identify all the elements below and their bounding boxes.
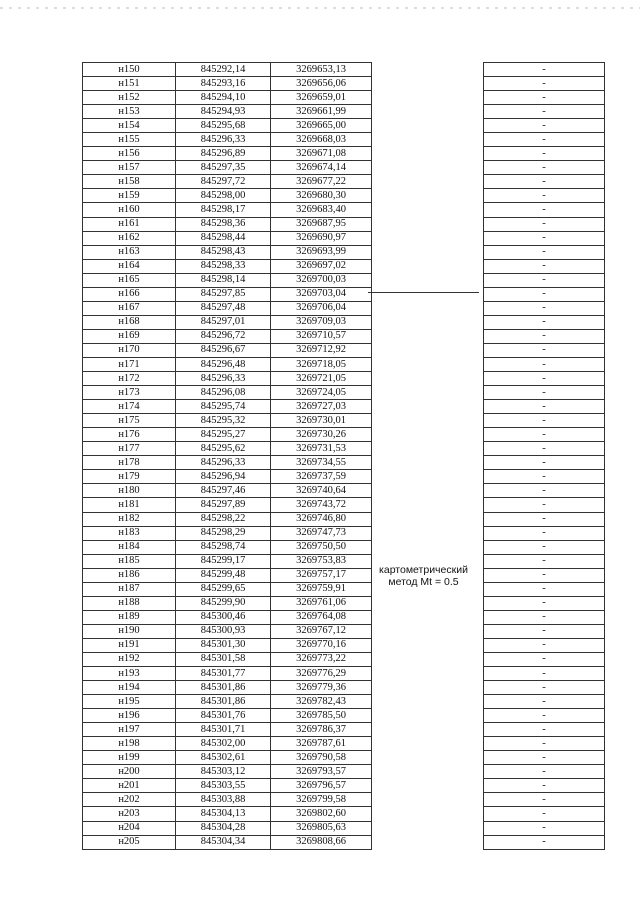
y-coordinate-cell: 3269802,60 (271, 807, 372, 821)
y-coordinate-cell: 3269665,00 (271, 119, 372, 133)
table-row (83, 709, 605, 723)
x-coordinate-cell: 845297,89 (176, 498, 271, 512)
mark-cell: - (484, 217, 605, 231)
point-id-cell: н153 (83, 105, 176, 119)
x-coordinate-cell: 845295,68 (176, 119, 271, 133)
table-row (83, 372, 605, 386)
mark-cell: - (484, 400, 605, 414)
x-coordinate-cell: 845299,90 (176, 596, 271, 610)
table-row (83, 315, 605, 329)
table-row (83, 147, 605, 161)
mark-cell: - (484, 203, 605, 217)
mark-cell: - (484, 273, 605, 287)
point-id-cell: н195 (83, 695, 176, 709)
table-row (83, 442, 605, 456)
point-id-cell: н157 (83, 161, 176, 175)
mark-cell: - (484, 526, 605, 540)
mark-cell: - (484, 582, 605, 596)
y-coordinate-cell: 3269683,40 (271, 203, 372, 217)
mark-cell: - (484, 793, 605, 807)
mark-cell: - (484, 343, 605, 357)
x-coordinate-cell: 845299,17 (176, 554, 271, 568)
table-row (83, 751, 605, 765)
table-row (83, 357, 605, 371)
point-id-cell: н198 (83, 737, 176, 751)
point-id-cell: н173 (83, 386, 176, 400)
point-id-cell: н185 (83, 554, 176, 568)
x-coordinate-cell: 845300,93 (176, 624, 271, 638)
x-coordinate-cell: 845294,93 (176, 105, 271, 119)
mark-cell: - (484, 779, 605, 793)
mark-cell: - (484, 568, 605, 582)
mark-cell: - (484, 91, 605, 105)
mark-cell: - (484, 119, 605, 133)
table-row (83, 343, 605, 357)
mark-cell: - (484, 161, 605, 175)
point-id-cell: н168 (83, 315, 176, 329)
coordinates-table (82, 62, 605, 850)
y-coordinate-cell: 3269782,43 (271, 695, 372, 709)
table-row (83, 161, 605, 175)
y-coordinate-cell: 3269808,66 (271, 835, 372, 849)
x-coordinate-cell: 845293,16 (176, 77, 271, 91)
point-id-cell: н184 (83, 540, 176, 554)
x-coordinate-cell: 845296,67 (176, 343, 271, 357)
y-coordinate-cell: 3269677,22 (271, 175, 372, 189)
table-row (83, 456, 605, 470)
y-coordinate-cell: 3269740,64 (271, 484, 372, 498)
y-coordinate-cell: 3269785,50 (271, 709, 372, 723)
mark-cell: - (484, 301, 605, 315)
table-row (83, 105, 605, 119)
y-coordinate-cell: 3269653,13 (271, 63, 372, 77)
table-row (83, 301, 605, 315)
table-row (83, 652, 605, 666)
mark-cell: - (484, 133, 605, 147)
mark-cell: - (484, 667, 605, 681)
y-coordinate-cell: 3269697,02 (271, 259, 372, 273)
point-id-cell: н181 (83, 498, 176, 512)
mark-cell: - (484, 231, 605, 245)
point-id-cell: н155 (83, 133, 176, 147)
table-row (83, 667, 605, 681)
table-row (83, 793, 605, 807)
table-row (83, 624, 605, 638)
mark-cell: - (484, 329, 605, 343)
y-coordinate-cell: 3269790,58 (271, 751, 372, 765)
mark-cell: - (484, 652, 605, 666)
table-row (83, 273, 605, 287)
y-coordinate-cell: 3269786,37 (271, 723, 372, 737)
point-id-cell: н162 (83, 231, 176, 245)
y-coordinate-cell: 3269730,01 (271, 414, 372, 428)
x-coordinate-cell: 845294,10 (176, 91, 271, 105)
point-id-cell: н159 (83, 189, 176, 203)
x-coordinate-cell: 845302,61 (176, 751, 271, 765)
mark-cell: - (484, 484, 605, 498)
y-coordinate-cell: 3269799,58 (271, 793, 372, 807)
table-row (83, 723, 605, 737)
point-id-cell: н203 (83, 807, 176, 821)
coordinates-table-container (82, 62, 601, 850)
x-coordinate-cell: 845304,34 (176, 835, 271, 849)
point-id-cell: н189 (83, 610, 176, 624)
y-coordinate-cell: 3269693,99 (271, 245, 372, 259)
mark-cell: - (484, 751, 605, 765)
point-id-cell: н170 (83, 343, 176, 357)
x-coordinate-cell: 845297,01 (176, 315, 271, 329)
x-coordinate-cell: 845297,35 (176, 161, 271, 175)
mark-cell: - (484, 175, 605, 189)
y-coordinate-cell: 3269761,06 (271, 596, 372, 610)
point-id-cell: н197 (83, 723, 176, 737)
point-id-cell: н165 (83, 273, 176, 287)
mark-cell: - (484, 442, 605, 456)
point-id-cell: н183 (83, 526, 176, 540)
mark-cell: - (484, 105, 605, 119)
y-coordinate-cell: 3269712,92 (271, 343, 372, 357)
x-coordinate-cell: 845298,43 (176, 245, 271, 259)
mark-cell: - (484, 428, 605, 442)
table-row (83, 231, 605, 245)
table-row (83, 386, 605, 400)
y-coordinate-cell: 3269753,83 (271, 554, 372, 568)
y-coordinate-cell: 3269764,08 (271, 610, 372, 624)
mark-cell: - (484, 147, 605, 161)
point-id-cell: н205 (83, 835, 176, 849)
table-row (83, 470, 605, 484)
point-id-cell: н177 (83, 442, 176, 456)
point-id-cell: н190 (83, 624, 176, 638)
mark-cell: - (484, 357, 605, 371)
x-coordinate-cell: 845297,85 (176, 287, 271, 301)
mark-cell: - (484, 807, 605, 821)
x-coordinate-cell: 845296,72 (176, 329, 271, 343)
y-coordinate-cell: 3269659,01 (271, 91, 372, 105)
x-coordinate-cell: 845297,46 (176, 484, 271, 498)
x-coordinate-cell: 845301,76 (176, 709, 271, 723)
point-id-cell: н179 (83, 470, 176, 484)
table-row (83, 400, 605, 414)
mark-cell: - (484, 259, 605, 273)
mark-cell: - (484, 540, 605, 554)
x-coordinate-cell: 845298,33 (176, 259, 271, 273)
table-row (83, 568, 605, 582)
x-coordinate-cell: 845301,86 (176, 695, 271, 709)
point-id-cell: н160 (83, 203, 176, 217)
mark-cell: - (484, 470, 605, 484)
table-row (83, 245, 605, 259)
point-id-cell: н192 (83, 652, 176, 666)
mark-cell: - (484, 765, 605, 779)
mark-cell: - (484, 737, 605, 751)
y-coordinate-cell: 3269750,50 (271, 540, 372, 554)
x-coordinate-cell: 845296,33 (176, 456, 271, 470)
y-coordinate-cell: 3269779,36 (271, 681, 372, 695)
y-coordinate-cell: 3269737,59 (271, 470, 372, 484)
mark-cell: - (484, 287, 605, 301)
table-row (83, 484, 605, 498)
mark-cell: - (484, 554, 605, 568)
y-coordinate-cell: 3269671,08 (271, 147, 372, 161)
x-coordinate-cell: 845301,77 (176, 667, 271, 681)
table-row (83, 582, 605, 596)
point-id-cell: н171 (83, 357, 176, 371)
point-id-cell: н169 (83, 329, 176, 343)
x-coordinate-cell: 845304,13 (176, 807, 271, 821)
mark-cell: - (484, 386, 605, 400)
mark-cell: - (484, 372, 605, 386)
point-id-cell: н194 (83, 681, 176, 695)
table-row (83, 765, 605, 779)
point-id-cell: н180 (83, 484, 176, 498)
y-coordinate-cell: 3269668,03 (271, 133, 372, 147)
point-id-cell: н204 (83, 821, 176, 835)
point-id-cell: н163 (83, 245, 176, 259)
y-coordinate-cell: 3269767,12 (271, 624, 372, 638)
x-coordinate-cell: 845300,46 (176, 610, 271, 624)
x-coordinate-cell: 845299,48 (176, 568, 271, 582)
method-note-line1: картометрический (379, 564, 468, 576)
x-coordinate-cell: 845298,44 (176, 231, 271, 245)
table-row (83, 428, 605, 442)
table-row (83, 610, 605, 624)
mark-cell: - (484, 835, 605, 849)
y-coordinate-cell: 3269690,97 (271, 231, 372, 245)
table-row (83, 835, 605, 849)
table-row (83, 807, 605, 821)
point-id-cell: н158 (83, 175, 176, 189)
mark-cell: - (484, 596, 605, 610)
point-id-cell: н151 (83, 77, 176, 91)
y-coordinate-cell: 3269734,55 (271, 456, 372, 470)
x-coordinate-cell: 845296,33 (176, 133, 271, 147)
table-row (83, 259, 605, 273)
table-row (83, 821, 605, 835)
y-coordinate-cell: 3269718,05 (271, 357, 372, 371)
table-row (83, 540, 605, 554)
y-coordinate-cell: 3269776,29 (271, 667, 372, 681)
point-id-cell: н175 (83, 414, 176, 428)
mark-cell: - (484, 245, 605, 259)
table-row (83, 77, 605, 91)
y-coordinate-cell: 3269757,17 (271, 568, 372, 582)
point-id-cell: н172 (83, 372, 176, 386)
y-coordinate-cell: 3269680,30 (271, 189, 372, 203)
table-row (83, 695, 605, 709)
mark-cell: - (484, 63, 605, 77)
y-coordinate-cell: 3269796,57 (271, 779, 372, 793)
x-coordinate-cell: 845301,30 (176, 638, 271, 652)
x-coordinate-cell: 845301,86 (176, 681, 271, 695)
x-coordinate-cell: 845303,88 (176, 793, 271, 807)
table-row (83, 512, 605, 526)
y-coordinate-cell: 3269700,03 (271, 273, 372, 287)
table-row (83, 498, 605, 512)
x-coordinate-cell: 845298,00 (176, 189, 271, 203)
y-coordinate-cell: 3269710,57 (271, 329, 372, 343)
x-coordinate-cell: 845298,17 (176, 203, 271, 217)
x-coordinate-cell: 845302,00 (176, 737, 271, 751)
table-row (83, 189, 605, 203)
point-id-cell: н186 (83, 568, 176, 582)
point-id-cell: н178 (83, 456, 176, 470)
x-coordinate-cell: 845298,29 (176, 526, 271, 540)
mark-cell: - (484, 189, 605, 203)
point-id-cell: н154 (83, 119, 176, 133)
point-id-cell: н164 (83, 259, 176, 273)
x-coordinate-cell: 845304,28 (176, 821, 271, 835)
x-coordinate-cell: 845301,58 (176, 652, 271, 666)
y-coordinate-cell: 3269793,57 (271, 765, 372, 779)
x-coordinate-cell: 845297,48 (176, 301, 271, 315)
x-coordinate-cell: 845298,14 (176, 273, 271, 287)
mark-cell: - (484, 498, 605, 512)
point-id-cell: н202 (83, 793, 176, 807)
y-coordinate-cell: 3269721,05 (271, 372, 372, 386)
table-row (83, 779, 605, 793)
mark-cell: - (484, 695, 605, 709)
x-coordinate-cell: 845296,48 (176, 357, 271, 371)
table-row (83, 217, 605, 231)
table-row (83, 681, 605, 695)
x-coordinate-cell: 845303,55 (176, 779, 271, 793)
y-coordinate-cell: 3269731,53 (271, 442, 372, 456)
point-id-cell: н166 (83, 287, 176, 301)
scan-artifact-line (0, 6, 640, 10)
y-coordinate-cell: 3269773,22 (271, 652, 372, 666)
point-id-cell: н156 (83, 147, 176, 161)
point-id-cell: н196 (83, 709, 176, 723)
method-note (368, 564, 479, 588)
point-id-cell: н174 (83, 400, 176, 414)
point-id-cell: н193 (83, 667, 176, 681)
point-id-cell: н152 (83, 91, 176, 105)
method-column (368, 62, 479, 850)
y-coordinate-cell: 3269743,72 (271, 498, 372, 512)
point-id-cell: н182 (83, 512, 176, 526)
y-coordinate-cell: 3269674,14 (271, 161, 372, 175)
mark-cell: - (484, 77, 605, 91)
y-coordinate-cell: 3269805,63 (271, 821, 372, 835)
mark-cell: - (484, 821, 605, 835)
point-id-cell: н199 (83, 751, 176, 765)
x-coordinate-cell: 845298,74 (176, 540, 271, 554)
table-row (83, 329, 605, 343)
point-id-cell: н201 (83, 779, 176, 793)
point-id-cell: н200 (83, 765, 176, 779)
x-coordinate-cell: 845296,94 (176, 470, 271, 484)
point-id-cell: н187 (83, 582, 176, 596)
y-coordinate-cell: 3269661,99 (271, 105, 372, 119)
y-coordinate-cell: 3269724,05 (271, 386, 372, 400)
mark-cell: - (484, 512, 605, 526)
point-id-cell: н191 (83, 638, 176, 652)
mark-cell: - (484, 681, 605, 695)
mark-cell: - (484, 456, 605, 470)
y-coordinate-cell: 3269759,91 (271, 582, 372, 596)
y-coordinate-cell: 3269706,04 (271, 301, 372, 315)
x-coordinate-cell: 845296,89 (176, 147, 271, 161)
table-row (83, 554, 605, 568)
mark-cell: - (484, 414, 605, 428)
x-coordinate-cell: 845296,08 (176, 386, 271, 400)
table-row (83, 638, 605, 652)
x-coordinate-cell: 845297,72 (176, 175, 271, 189)
x-coordinate-cell: 845295,32 (176, 414, 271, 428)
x-coordinate-cell: 845303,12 (176, 765, 271, 779)
method-divider (368, 292, 479, 293)
y-coordinate-cell: 3269730,26 (271, 428, 372, 442)
mark-cell: - (484, 638, 605, 652)
x-coordinate-cell: 845295,74 (176, 400, 271, 414)
point-id-cell: н161 (83, 217, 176, 231)
y-coordinate-cell: 3269727,03 (271, 400, 372, 414)
table-row (83, 596, 605, 610)
x-coordinate-cell: 845301,71 (176, 723, 271, 737)
y-coordinate-cell: 3269703,04 (271, 287, 372, 301)
y-coordinate-cell: 3269687,95 (271, 217, 372, 231)
table-row (83, 737, 605, 751)
table-row (83, 175, 605, 189)
point-id-cell: н176 (83, 428, 176, 442)
x-coordinate-cell: 845299,65 (176, 582, 271, 596)
y-coordinate-cell: 3269656,06 (271, 77, 372, 91)
mark-cell: - (484, 709, 605, 723)
x-coordinate-cell: 845295,27 (176, 428, 271, 442)
x-coordinate-cell: 845298,36 (176, 217, 271, 231)
mark-cell: - (484, 624, 605, 638)
table-row (83, 119, 605, 133)
table-row (83, 414, 605, 428)
table-row (83, 91, 605, 105)
x-coordinate-cell: 845298,22 (176, 512, 271, 526)
y-coordinate-cell: 3269787,61 (271, 737, 372, 751)
table-row (83, 526, 605, 540)
table-row (83, 287, 605, 301)
x-coordinate-cell: 845295,62 (176, 442, 271, 456)
point-id-cell: н150 (83, 63, 176, 77)
y-coordinate-cell: 3269709,03 (271, 315, 372, 329)
mark-cell: - (484, 315, 605, 329)
coordinates-table-body (83, 63, 605, 850)
method-note-line2: метод Mt = 0.5 (388, 576, 459, 588)
y-coordinate-cell: 3269746,80 (271, 512, 372, 526)
table-row (83, 133, 605, 147)
mark-cell: - (484, 610, 605, 624)
point-id-cell: н167 (83, 301, 176, 315)
point-id-cell: н188 (83, 596, 176, 610)
y-coordinate-cell: 3269770,16 (271, 638, 372, 652)
mark-cell: - (484, 723, 605, 737)
table-row (83, 203, 605, 217)
x-coordinate-cell: 845292,14 (176, 63, 271, 77)
y-coordinate-cell: 3269747,73 (271, 526, 372, 540)
x-coordinate-cell: 845296,33 (176, 372, 271, 386)
table-row (83, 63, 605, 77)
